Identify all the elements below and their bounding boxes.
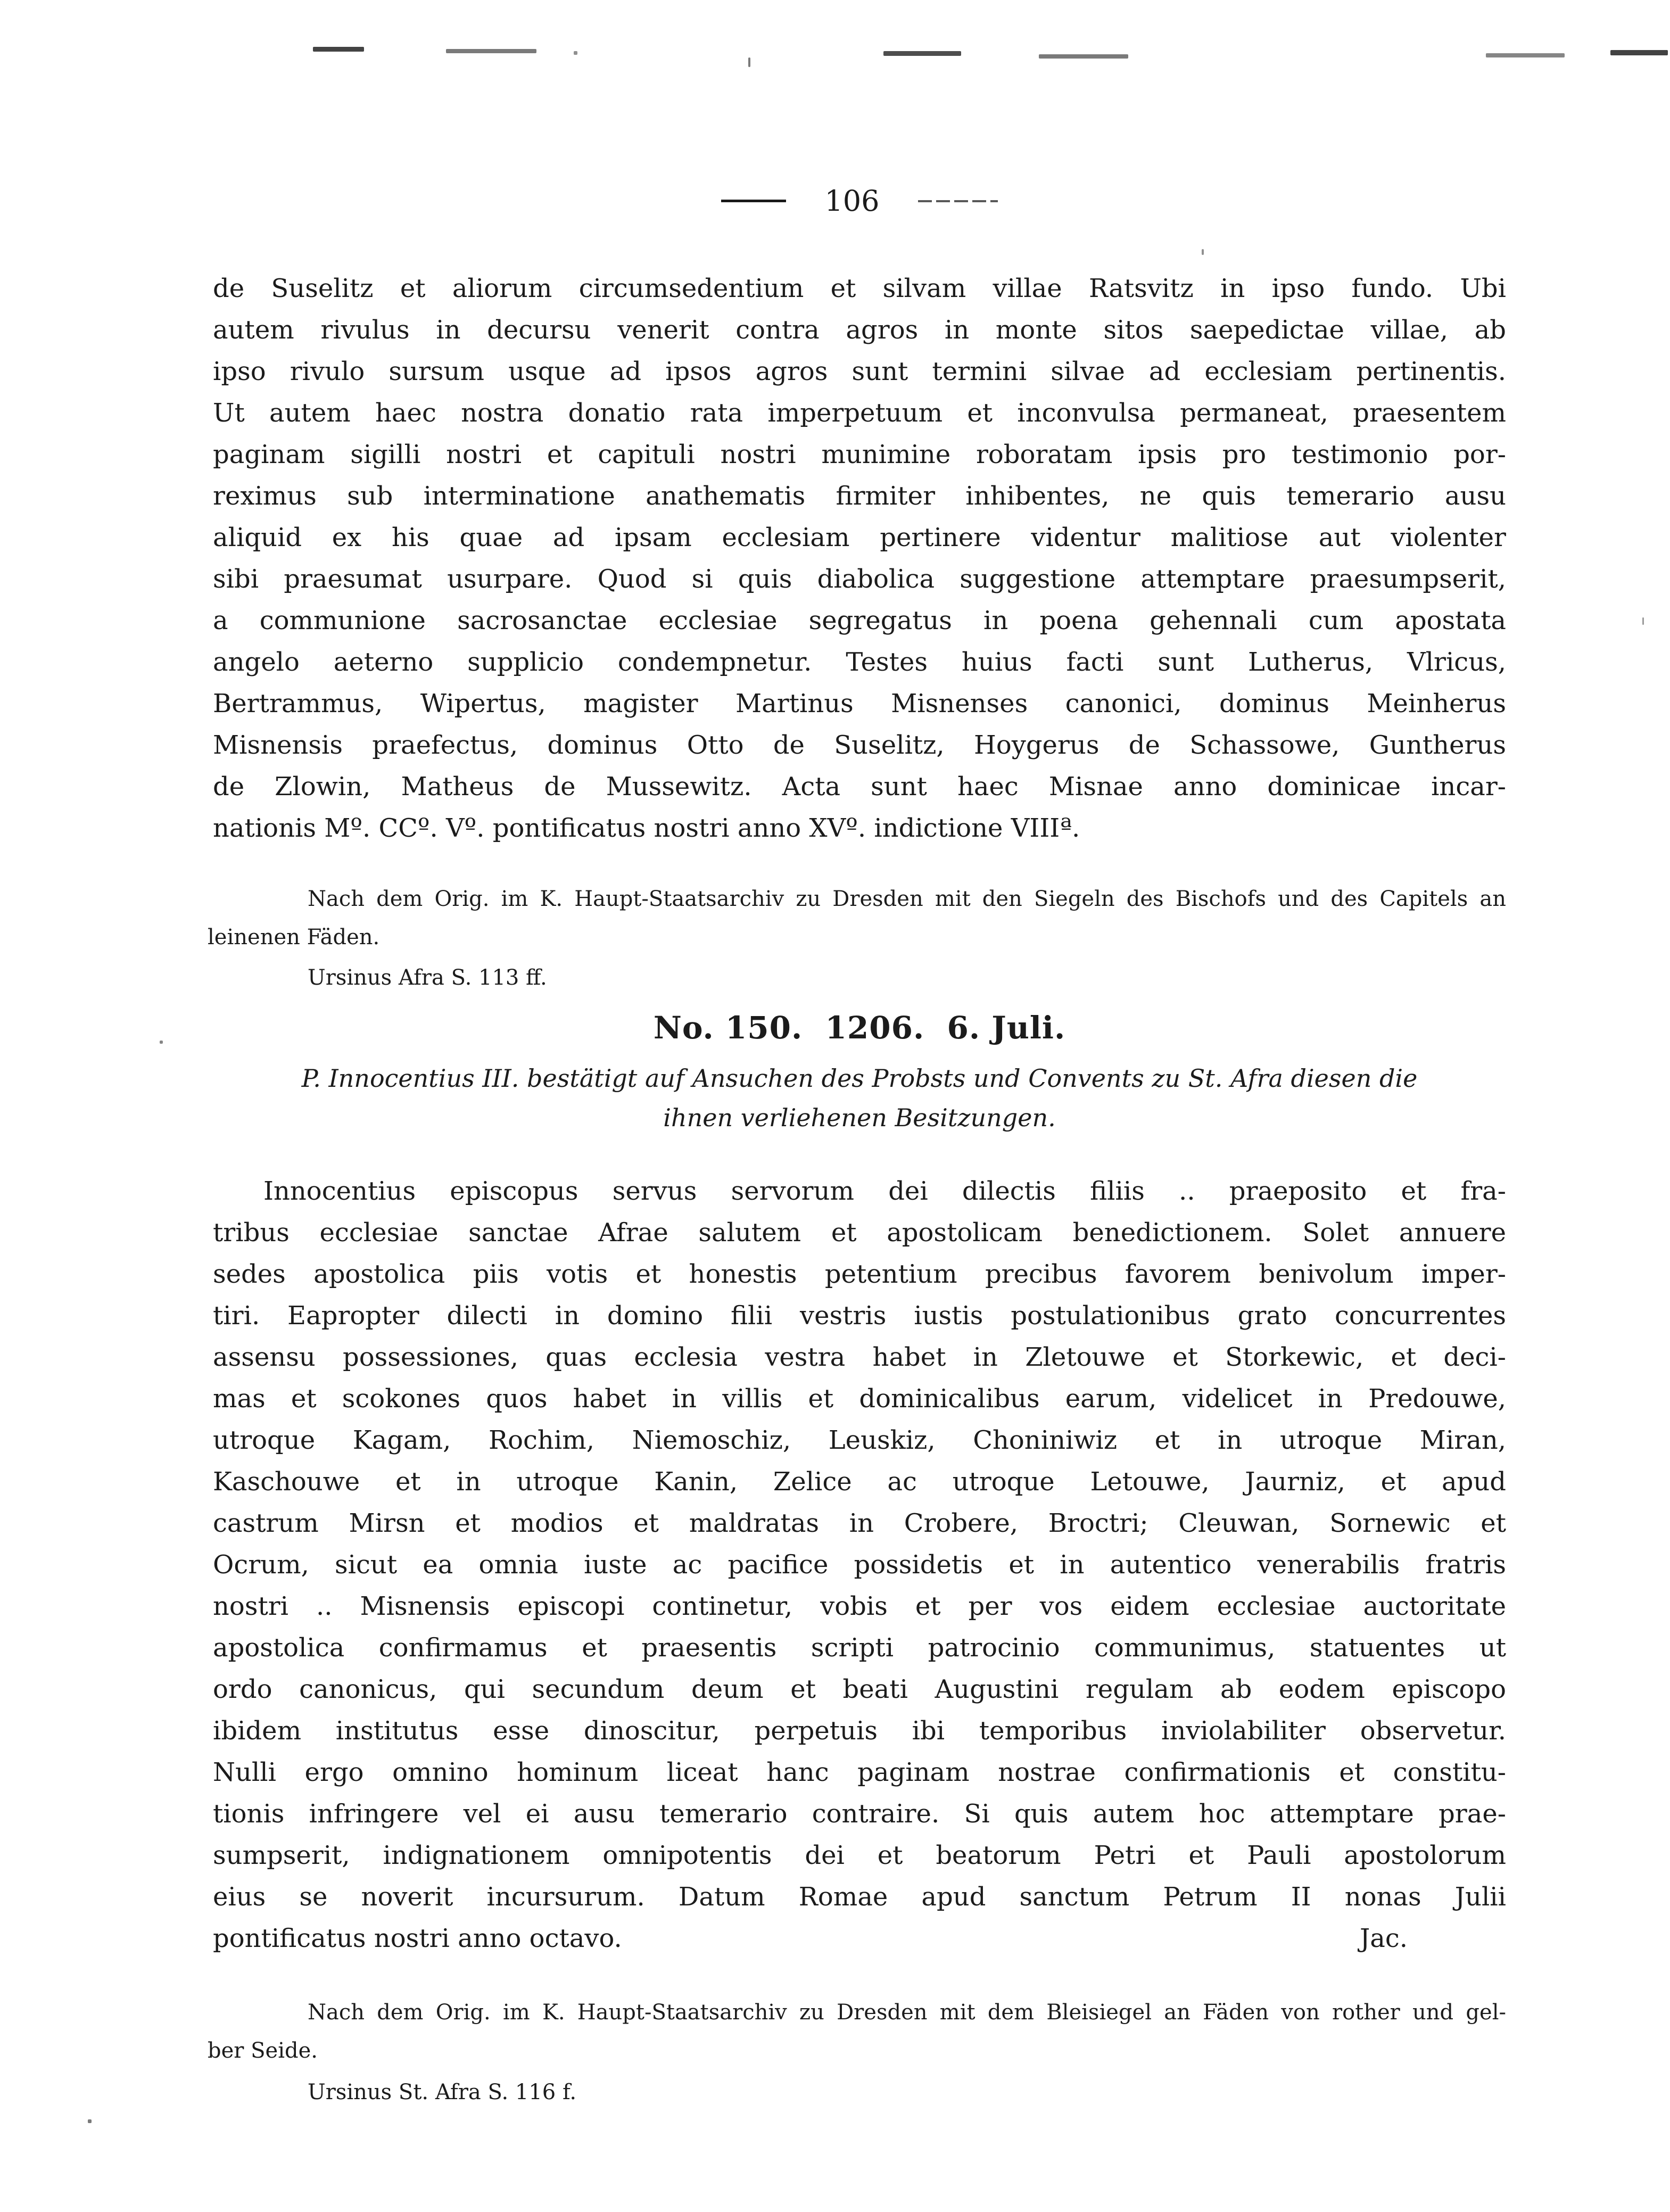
scan-artifact <box>1642 617 1644 625</box>
header-rule-left <box>721 200 786 202</box>
chancery-signature: Jac. <box>1360 1924 1408 1953</box>
text-line: de Suselitz et aliorum circumsedentium et silvam villae Ratsvitz in ipso fundo. Ubi <box>213 274 1506 303</box>
text-line: ipso rivulo sursum usque ad ipsos agros sunt termini silvae ad ecclesiam pertinentis. <box>213 357 1506 386</box>
page-number: 106 <box>824 184 880 218</box>
source-note-150 <box>208 1993 1506 2070</box>
text-line: nostri .. Misnensis episcopi continetur, vobis et per vos eidem ecclesiae auctoritate <box>213 1591 1506 1621</box>
summary-line: P. Innocentius III. bestätigt auf Ansuchen des Probsts und Convents zu St. Afra diesen die <box>301 1064 1418 1093</box>
text-line: Bertrammus, Wipertus, magister Martinus Misnenses canonici, dominus Meinherus <box>213 689 1506 719</box>
note-line: Nach dem Orig. im K. Haupt-Staatsarchiv zu Dresden mit dem Bleisiegel an Fäden von rother und gel- <box>308 2000 1506 2025</box>
text-line: castrum Mirsn et modios et maldratas in Crobere, Broctri; Cleuwan, Sornewic et <box>213 1508 1506 1538</box>
text-line: paginam sigilli nostri et capituli nostri munimine roboratam ipsis pro testimonio por- <box>213 440 1506 469</box>
text-line: angelo aeterno supplicio condempnetur. Testes huius facti sunt Lutherus, Vlricus, <box>213 647 1506 677</box>
text-line: ibidem institutus esse dinoscitur, perpetuis ibi temporibus inviolabiliter observetur. <box>213 1716 1506 1746</box>
charter-149-body <box>213 268 1506 849</box>
charter-150-body <box>213 1170 1506 1959</box>
text-line: tionis infringere vel ei ausu temerario contraire. Si quis autem hoc attemptare prae- <box>213 1799 1506 1829</box>
scan-artifact <box>160 1041 163 1044</box>
text-line: autem rivulus in decursu venerit contra agros in monte sitos saepedictae villae, ab <box>213 315 1506 345</box>
note-line: leinenen Fäden. <box>208 925 380 950</box>
text-line: aliquid ex his quae ad ipsam ecclesiam pertinere videntur malitiose aut violenter <box>213 523 1506 552</box>
text-line: sibi praesumat usurpare. Quod si quis diabolica suggestione attemptare praesumpserit, <box>213 564 1506 594</box>
text-line: Ocrum, sicut ea omnia iuste ac pacifice possidetis et in autentico venerabilis fratris <box>213 1550 1506 1580</box>
entry-heading-150: No. 150. 1206. 6. Juli. <box>653 1010 1066 1046</box>
text-line: tiri. Eapropter dilecti in domino filii vestris iustis postulationibus grato concurrentes <box>213 1301 1506 1331</box>
running-head <box>213 184 1506 219</box>
text-line: ordo canonicus, qui secundum deum et beati Augustini regulam ab eodem episcopo <box>213 1674 1506 1704</box>
text-line: Kaschouwe et in utroque Kanin, Zelice ac utroque Letouwe, Jaurniz, et apud <box>213 1467 1506 1497</box>
text-line: de Zlowin, Matheus de Mussewitz. Acta sunt haec Misnae anno dominicae incar- <box>213 772 1506 802</box>
note-line: ber Seide. <box>208 2038 318 2063</box>
summary-line: ihnen verliehenen Besitzungen. <box>663 1103 1056 1132</box>
text-line: utroque Kagam, Rochim, Niemoschiz, Leuskiz, Choniniwiz et in utroque Miran, <box>213 1425 1506 1455</box>
text-block <box>208 0 1506 2111</box>
text-line: Misnensis praefectus, dominus Otto de Suselitz, Hoygerus de Schassowe, Guntherus <box>213 730 1506 760</box>
text-line: Nulli ergo omnino hominum liceat hanc paginam nostrae confirmationis et constitu- <box>213 1757 1506 1787</box>
text-line: Ut autem haec nostra donatio rata imperpetuum et inconvulsa permaneat, praesentem <box>213 398 1506 428</box>
scan-artifact <box>88 2119 92 2123</box>
text-line: tribus ecclesiae sanctae Afrae salutem et apostolicam benedictionem. Solet annuere <box>213 1218 1506 1248</box>
text-line <box>213 1918 1506 1959</box>
text-line: apostolica confirmamus et praesentis scripti patrocinio communimus, statuentes ut <box>213 1633 1506 1663</box>
note-line: Nach dem Orig. im K. Haupt-Staatsarchiv zu Dresden mit den Siegeln des Bischofs und des Capitels an <box>308 887 1506 911</box>
source-note-149 <box>208 880 1506 956</box>
text-line: reximus sub interminatione anathematis firmiter inhibentes, ne quis temerario ausu <box>213 481 1506 511</box>
text-line: sedes apostolica piis votis et honestis petentium precibus favorem benivolum imper- <box>213 1259 1506 1289</box>
text-line: mas et scokones quos habet in villis et dominicalibus earum, videlicet in Predouwe, <box>213 1384 1506 1414</box>
header-rule-right <box>918 200 998 202</box>
text-line: eius se noverit incursurum. Datum Romae apud sanctum Petrum II nonas Julii <box>213 1882 1506 1912</box>
reference-150: Ursinus St. Afra S. 116 f. <box>308 2080 577 2104</box>
closing-line: pontificatus nostri anno octavo. <box>213 1924 622 1953</box>
text-line: nationis Mº. CCº. Vº. pontificatus nostri anno XVº. indictione VIIIª. <box>213 813 1080 843</box>
entry-summary-150 <box>213 1059 1506 1137</box>
text-line: sumpserit, indignationem omnipotentis dei et beatorum Petri et Pauli apostolorum <box>213 1840 1506 1870</box>
text-line: assensu possessiones, quas ecclesia vestra habet in Zletouwe et Storkewic, et deci- <box>213 1342 1506 1372</box>
text-line: a communione sacrosanctae ecclesiae segregatus in poena gehennali cum apostata <box>213 606 1506 635</box>
text-line: Innocentius episcopus servus servorum dei dilectis filiis .. praeposito et fra- <box>263 1176 1506 1206</box>
reference-149: Ursinus Afra S. 113 ff. <box>308 965 547 990</box>
scan-artifact <box>1610 50 1668 55</box>
